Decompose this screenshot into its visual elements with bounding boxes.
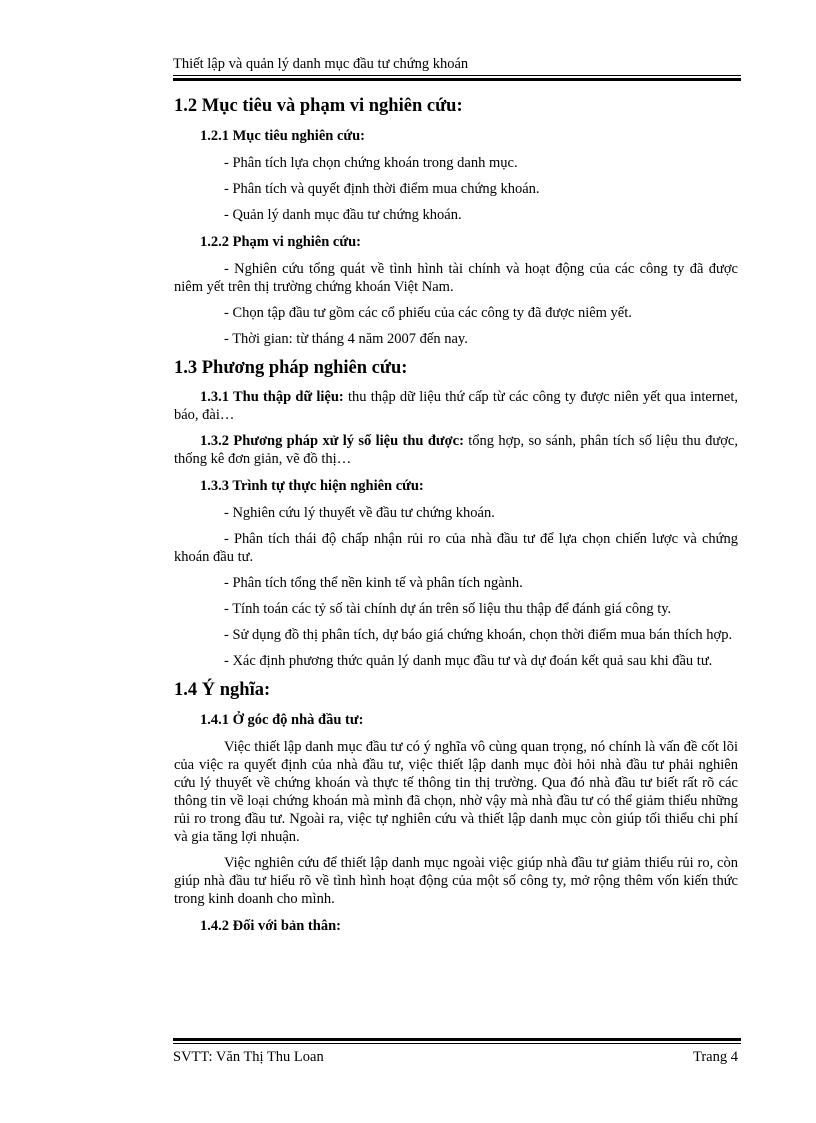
subsection-heading-1-4-2: 1.4.2 Đối với bản thân:	[200, 918, 341, 934]
section-heading-1-2: 1.2 Mục tiêu và phạm vi nghiên cứu:	[174, 96, 463, 116]
list-item: - Tính toán các tỷ số tài chính dự án trên số liệu thu thập để đánh giá công ty.	[224, 601, 672, 617]
list-item: - Nghiên cứu lý thuyết về đầu tư chứng khoán.	[224, 505, 495, 521]
list-item: - Sử dụng đồ thị phân tích, dự báo giá chứng khoán, chọn thời điểm mua bán thích hợp.	[224, 627, 733, 643]
list-item: - Phân tích thái độ chấp nhận rủi ro của nhà đầu tư để lựa chọn chiến lược và chứng khoán đầu tư.	[174, 531, 738, 565]
footer-rule-thick	[173, 1038, 741, 1041]
footer-author: SVTT: Văn Thị Thu Loan	[173, 1049, 324, 1065]
body-paragraph: Việc thiết lập danh mục đầu tư có ý nghĩa vô cùng quan trọng, nó chính là vấn đề cốt lõi của việc ra quyết định của nhà đầu tư, việc thiết lập danh mục đòi hỏi nhà đầu tư phải nghiên cứu lý thuyết về chứng khoán và thực tế thông tin thị trường. Qua đó nhà đầu tư biết rất rõ các thông tin về loại chứng khoán mà mình đã chọn, nhờ vậy mà nhà đầu tư có thể giảm thiểu những rủi ro trong đầu tư. Ngoài ra, việc tự nghiên cứu và thiết lập danh mục còn giúp tối thiểu chi phí và gia tăng lợi nhuận.	[174, 739, 738, 845]
paragraph-text: tổng hợp, so sánh, phân tích số liệu thu được, thống kê đơn giản, vẽ đồ thị…	[174, 433, 738, 467]
page-body	[174, 94, 738, 944]
running-header-title: Thiết lập và quản lý danh mục đầu tư chứng khoán	[173, 56, 469, 72]
paragraph-1-3-1	[174, 388, 738, 424]
paragraph-1-3-2	[174, 432, 738, 468]
subsection-heading-1-2-1: 1.2.1 Mục tiêu nghiên cứu:	[200, 128, 365, 144]
paragraph-text: thu thập dữ liệu thứ cấp từ các công ty được niên yết qua internet, báo, đài…	[174, 389, 738, 423]
list-item: - Phân tích lựa chọn chứng khoán trong danh mục.	[224, 155, 518, 171]
body-paragraph: Việc nghiên cứu để thiết lập danh mục ngoài việc giúp nhà đầu tư giảm thiểu rủi ro, còn giúp nhà đầu tư hiểu rõ về tình hình hoạt động của một số công ty, mở rộng thêm vốn kiến thức trong kinh doanh cho mình.	[174, 855, 738, 907]
list-item: - Phân tích tổng thể nền kinh tế và phân tích ngành.	[224, 575, 523, 591]
section-heading-1-4: 1.4 Ý nghĩa:	[174, 680, 271, 700]
footer-rule-thin	[173, 1043, 741, 1044]
footer-page-number: Trang 4	[693, 1049, 738, 1065]
section-heading-1-3: 1.3 Phương pháp nghiên cứu:	[174, 358, 408, 378]
list-item: - Quản lý danh mục đầu tư chứng khoán.	[224, 207, 462, 223]
inline-heading-1-3-2: 1.3.2 Phương pháp xử lý số liệu thu được:	[200, 433, 464, 449]
header-rule-thin	[173, 75, 741, 76]
header-rule-thick	[173, 78, 741, 81]
list-item: - Nghiên cứu tổng quát về tình hình tài chính và hoạt động của các công ty đã được niêm yết trên thị trường chứng khoán Việt Nam.	[174, 261, 738, 295]
list-item: - Chọn tập đầu tư gồm các cổ phiếu của các công ty đã được niêm yết.	[224, 305, 632, 321]
list-item: - Xác định phương thức quản lý danh mục đầu tư và dự đoán kết quả sau khi đầu tư.	[224, 653, 713, 669]
list-item: - Phân tích và quyết định thời điểm mua chứng khoán.	[224, 181, 540, 197]
subsection-heading-1-4-1: 1.4.1 Ở góc độ nhà đầu tư:	[200, 712, 364, 728]
subsection-heading-1-2-2: 1.2.2 Phạm vi nghiên cứu:	[200, 234, 361, 250]
list-item: - Thời gian: từ tháng 4 năm 2007 đến nay.	[224, 331, 468, 347]
subsection-heading-1-3-3: 1.3.3 Trình tự thực hiện nghiên cứu:	[200, 478, 424, 494]
inline-heading-1-3-1: 1.3.1 Thu thập dữ liệu:	[200, 389, 344, 405]
